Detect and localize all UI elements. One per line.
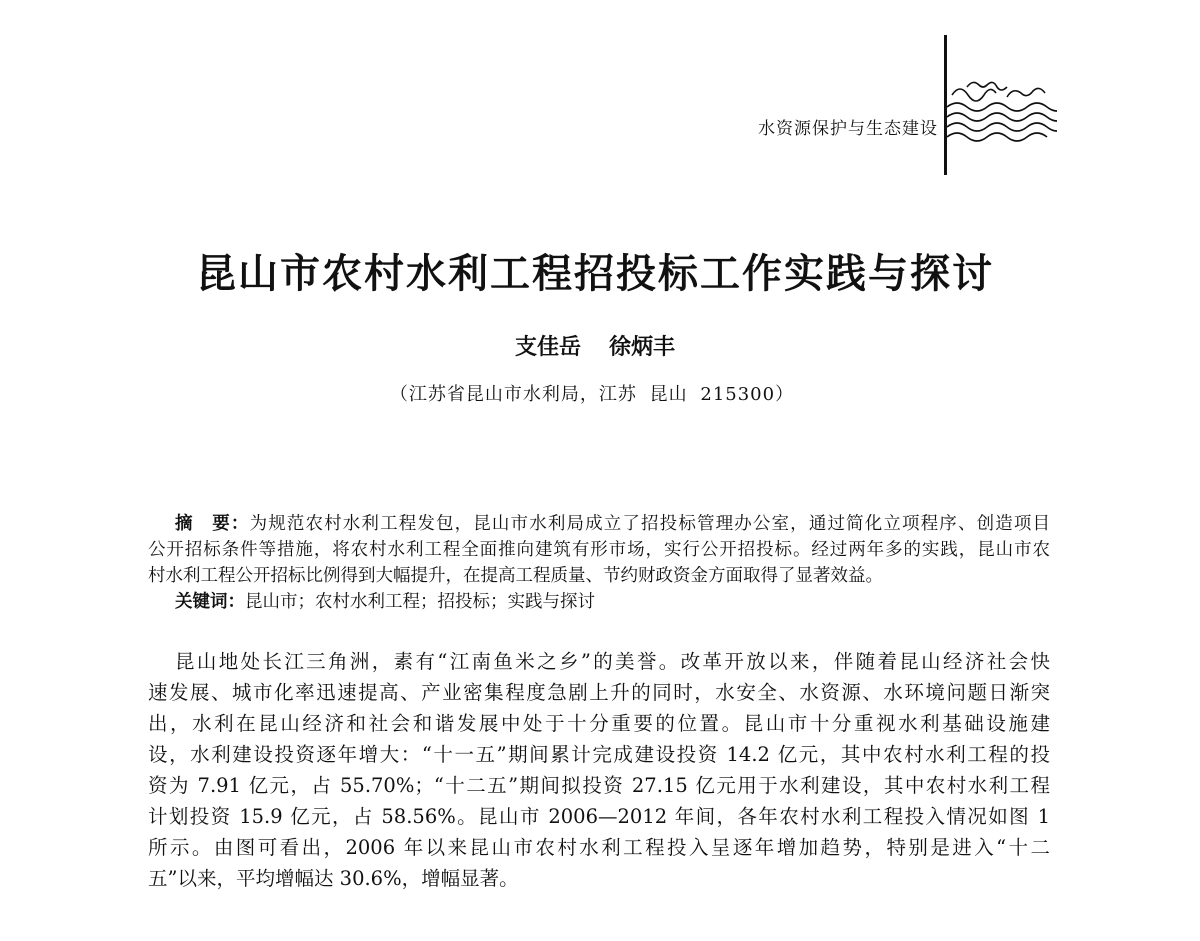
body-line: 资为 7.91 亿元，占 55.70%；“十二五”期间拟投资 27.15 亿元用于水利建设，其中农村水利工程 <box>148 774 1050 797</box>
abstract-line: 公开招标条件等措施，将农村水利工程全面推向建筑有形市场，实行公开招投标。经过两年多的实践，昆山市农 <box>148 540 1050 560</box>
abstract-line <box>175 510 1050 535</box>
body-line: 五”以来，平均增幅达 30.6%，增幅显著。 <box>148 867 519 890</box>
abstract-label: 摘 要： <box>175 514 250 534</box>
paper-title: 昆山市农村水利工程招投标工作实践与探讨 <box>196 251 994 297</box>
affiliation-org: （江苏省昆山市水利局，江苏 <box>389 384 637 405</box>
wave-ornament-icon <box>947 75 1057 145</box>
affiliation-zip: 215300） <box>700 384 795 405</box>
keywords-label: 关键词： <box>175 592 245 612</box>
body-line: 计划投资 15.9 亿元，占 58.56%。昆山市 2006—2012 年间，各年农村水利工程投入情况如图 1 <box>148 805 1050 828</box>
affiliation <box>0 380 1190 406</box>
author: 支佳岳 <box>514 334 581 360</box>
affiliation-city: 昆山 <box>649 384 688 405</box>
author: 徐炳丰 <box>609 334 676 360</box>
abstract-line: 村水利工程公开招标比例得到大幅提升，在提高工程质量、节约财政资金方面取得了显著效益。 <box>148 566 883 586</box>
keywords-text: 昆山市；农村水利工程；招投标；实践与探讨 <box>245 592 595 612</box>
abstract-text: 为规范农村水利工程发包，昆山市水利局成立了招投标管理办公室，通过简化立项程序、创造项目 <box>249 514 1051 534</box>
running-header: 水资源保护与生态建设 <box>758 119 938 139</box>
body-line: 出，水利在昆山经济和社会和谐发展中处于十分重要的位置。昆山市十分重视水利基础设施建 <box>148 712 1050 735</box>
keywords-line <box>175 588 1050 613</box>
body-line: 昆山地处长江三角洲，素有“江南鱼米之乡”的美誉。改革开放以来，伴随着昆山经济社会快 <box>175 650 1050 673</box>
body-line: 所示。由图可看出，2006 年以来昆山市农村水利工程投入呈逐年增加趋势，特别是进入“十二 <box>148 836 1050 859</box>
author-list <box>0 330 1190 361</box>
body-line: 设，水利建设投资逐年增大：“十一五”期间累计完成建设投资 14.2 亿元，其中农村水利工程的投 <box>148 743 1050 766</box>
body-line: 速发展、城市化率迅速提高、产业密集程度急剧上升的同时，水安全、水资源、水环境问题日渐突 <box>148 681 1050 704</box>
